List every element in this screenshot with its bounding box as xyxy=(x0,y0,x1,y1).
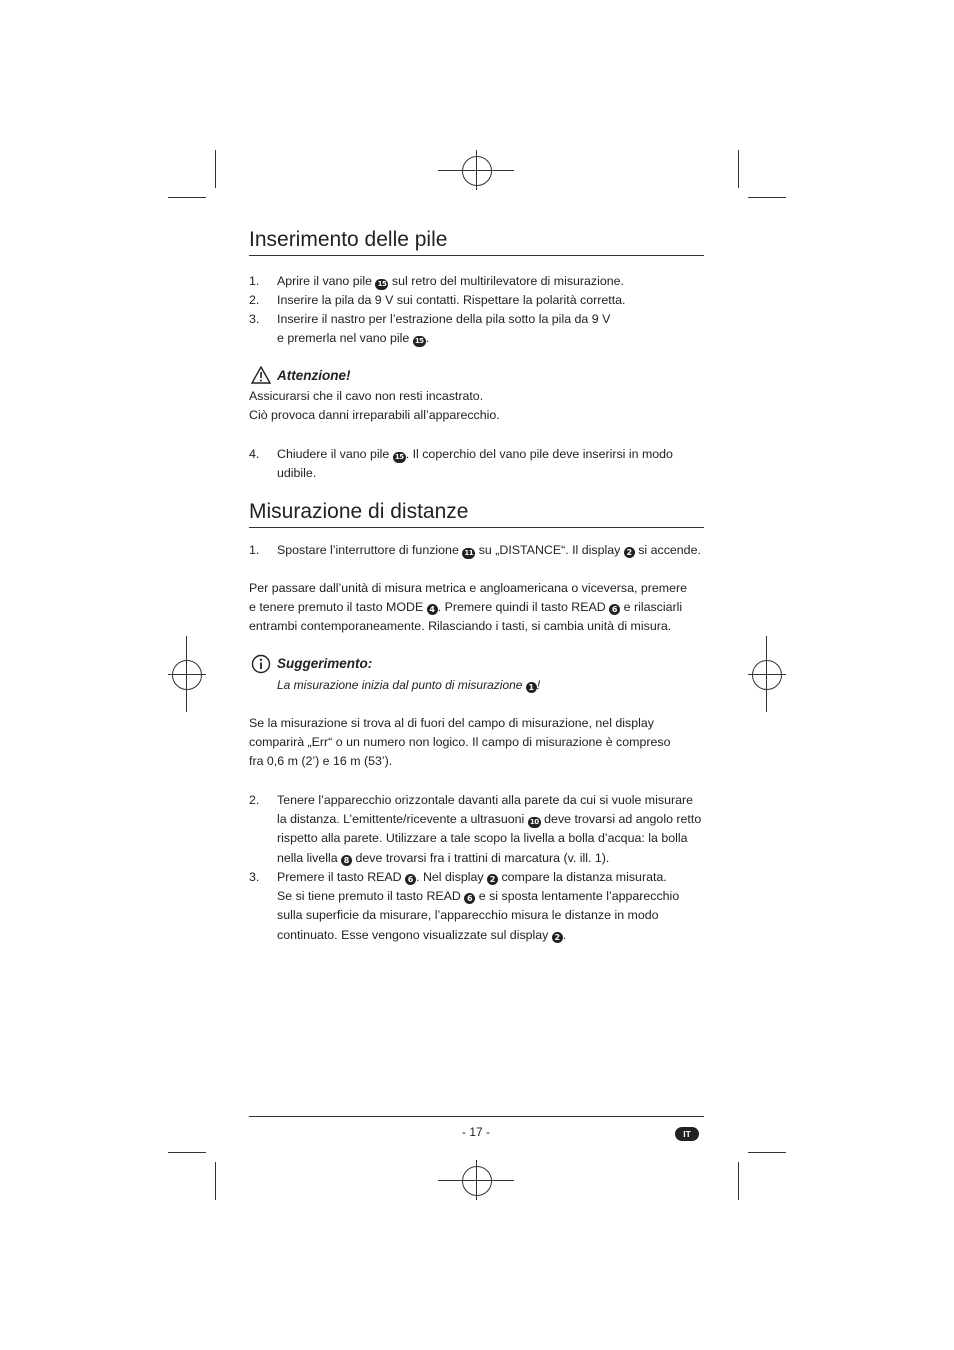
reference-number: 15 xyxy=(413,336,426,347)
paragraph xyxy=(249,579,709,637)
step-number: 2. xyxy=(249,293,260,307)
step-text: Inserire la pila da 9 V sui contatti. Rispettare la polarità corretta. xyxy=(277,293,626,307)
registration-mark xyxy=(168,674,206,675)
warning-icon xyxy=(251,366,271,384)
step-number: 4. xyxy=(249,447,260,461)
step-text: . xyxy=(425,331,430,346)
paragraph-line: Se la misurazione si trova al di fuori del campo di misurazione, nel display xyxy=(249,716,654,730)
reference-number: 10 xyxy=(528,817,541,828)
reference-number: 15 xyxy=(375,279,388,290)
reference-number: 6 xyxy=(609,604,620,615)
crop-mark xyxy=(738,1162,739,1200)
crop-mark xyxy=(748,1152,786,1153)
crop-mark xyxy=(748,197,786,198)
step-text: nella livella xyxy=(277,850,342,865)
step-text: . Il coperchio del vano pile deve inserirsi in modo xyxy=(405,447,673,461)
registration-mark xyxy=(752,660,782,690)
page-number: - 17 - xyxy=(461,1125,490,1139)
reference-number: 6 xyxy=(464,893,475,904)
paragraph-line: Per passare dall’unità di misura metrica e angloamericana o viceversa, premere xyxy=(249,581,688,595)
step-text: Tenere l’apparecchio orizzontale davanti alla parete da cui si vuole misurare xyxy=(277,793,694,807)
step-number: 3. xyxy=(249,870,260,884)
step-text: sulla superficie da misurare, l’apparecchio misura le distanze in modo xyxy=(277,908,659,923)
step-text: udibile. xyxy=(277,466,317,481)
tip-title: Suggerimento: xyxy=(277,656,373,671)
step-number: 1. xyxy=(249,543,260,557)
step-text: Spostare l’interruttore di funzione xyxy=(277,543,463,557)
paragraph-line: entrambi contemporaneamente. Rilasciando i tasti, si cambia unità di misura. xyxy=(249,619,672,634)
step-text: continuato. Esse vengono visualizzate sul display xyxy=(277,927,552,942)
tip-line: ! xyxy=(536,678,541,692)
step-text: Aprire il vano pile xyxy=(277,274,376,288)
registration-mark xyxy=(438,1180,514,1181)
reference-number: 6 xyxy=(405,874,416,885)
crop-mark xyxy=(215,1162,216,1200)
registration-mark xyxy=(462,1166,492,1196)
step-text: e si sposta lentamente l’apparecchio xyxy=(475,889,680,904)
paragraph-line: e tenere premuto il tasto MODE xyxy=(249,600,427,615)
info-icon xyxy=(251,654,271,674)
crop-mark xyxy=(738,150,739,188)
step-text: si accende. xyxy=(634,543,701,557)
warning-title: Attenzione! xyxy=(277,368,351,383)
crop-mark xyxy=(168,197,206,198)
reference-number: 2 xyxy=(624,547,635,558)
reference-number: 1 xyxy=(526,682,537,693)
registration-mark xyxy=(462,156,492,186)
paragraph-line: fra 0,6 m (2’) e 16 m (53’). xyxy=(249,754,393,769)
step-text: Inserire il nastro per l’estrazione della pila sotto la pila da 9 V xyxy=(277,312,611,326)
language-badge: IT xyxy=(675,1127,699,1141)
registration-mark xyxy=(748,674,786,675)
step-text: compare la distanza misurata. xyxy=(498,870,667,884)
reference-number: 2 xyxy=(487,874,498,885)
step-text: sul retro del multirilevatore di misurazione. xyxy=(388,274,624,288)
step-text: su „DISTANCE“. Il display xyxy=(475,543,624,557)
step-text: Premere il tasto READ xyxy=(277,870,406,884)
step-number: 2. xyxy=(249,793,260,807)
step-text: la distanza. L’emittente/ricevente a ultrasuoni xyxy=(277,812,528,827)
reference-number: 11 xyxy=(462,548,475,559)
section-title-distance: Misurazione di distanze xyxy=(249,500,704,528)
paragraph xyxy=(249,714,709,772)
warning-line: Ciò provoca danni irreparabili all’apparecchio. xyxy=(249,408,500,423)
tip-line: La misurazione inizia dal punto di misurazione xyxy=(277,678,526,692)
crop-mark xyxy=(168,1152,206,1153)
step-text: deve trovarsi fra i trattini di marcatura (v. ill. 1). xyxy=(352,850,610,865)
crop-mark xyxy=(215,150,216,188)
footer-divider xyxy=(249,1116,704,1117)
reference-number: 15 xyxy=(393,452,406,463)
registration-mark xyxy=(438,170,514,171)
paragraph-line: comparirà „Err“ o un numero non logico. Il campo di misurazione è compreso xyxy=(249,735,671,750)
step-text: Se si tiene premuto il tasto READ xyxy=(277,889,465,904)
reference-number: 8 xyxy=(341,855,352,866)
warning-text xyxy=(249,387,709,425)
paragraph-line: . Premere quindi il tasto READ xyxy=(437,600,610,615)
step-text: Chiudere il vano pile xyxy=(277,447,393,461)
warning-line: Assicurarsi che il cavo non resti incastrato. xyxy=(249,389,484,403)
step-text: deve trovarsi ad angolo retto xyxy=(540,812,702,827)
step-text: rispetto alla parete. Utilizzare a tale scopo la livella a bolla d’acqua: la bolla xyxy=(277,831,688,846)
step-text: . xyxy=(562,927,567,942)
step-text: e premerla nel vano pile xyxy=(277,331,413,346)
registration-mark xyxy=(172,660,202,690)
paragraph-line: e rilasciarli xyxy=(620,600,683,615)
step-number: 3. xyxy=(249,312,260,326)
reference-number: 2 xyxy=(552,932,563,943)
reference-number: 4 xyxy=(427,604,438,615)
step-number: 1. xyxy=(249,274,260,288)
section-title-battery: Inserimento delle pile xyxy=(249,228,704,256)
tip-text xyxy=(277,676,737,695)
step-text: . Nel display xyxy=(416,870,488,884)
